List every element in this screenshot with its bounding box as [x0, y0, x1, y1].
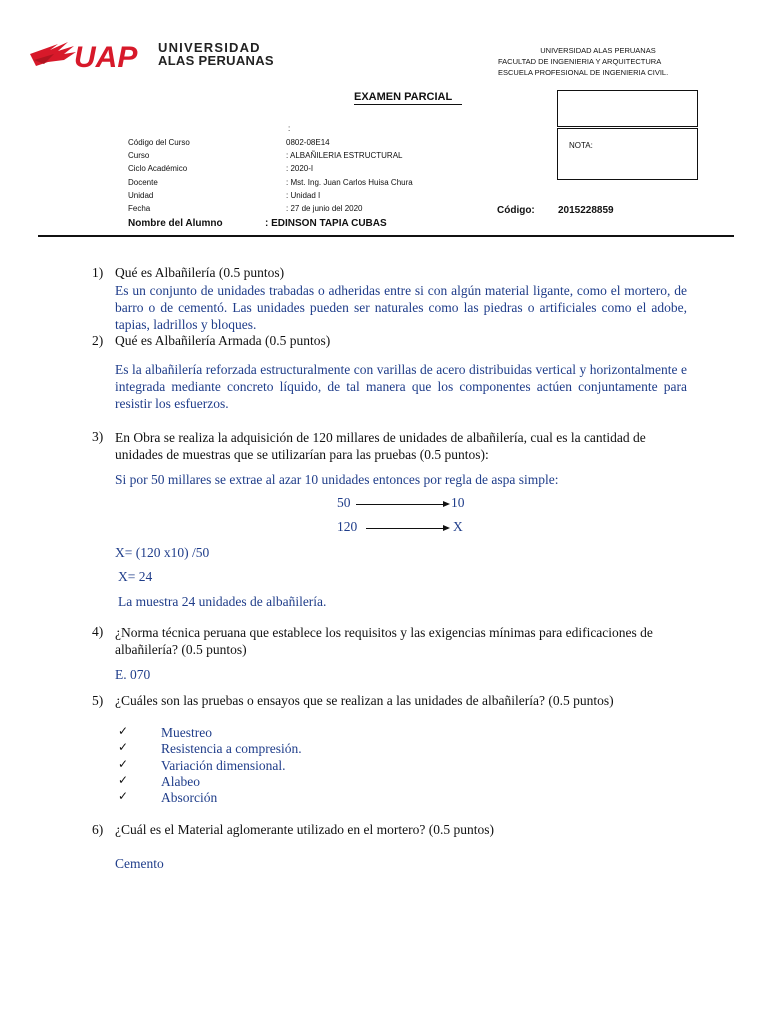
answer-3-intro: Si por 50 millares se extrae al azar 10 unidades entonces por regla de aspa simple: — [115, 472, 559, 487]
test-item: Absorción — [161, 790, 218, 805]
uap-logo — [28, 36, 278, 76]
question-5 — [92, 693, 614, 709]
test-item: Variación dimensional. — [161, 758, 286, 773]
answer-4: E. 070 — [115, 667, 151, 682]
question-1 — [92, 265, 284, 281]
info-label-curso: Curso — [128, 151, 150, 160]
proportion-right-2: X — [453, 519, 463, 534]
question-4-number: 4) — [92, 624, 104, 639]
nota-box — [557, 128, 698, 180]
answer-2: Es la albañilería reforzada estructuralmente con varillas de acero distribuidas vertical y horizontalmente e integrada mediante concreto líquido, de tal manera que los componentes actúen conjuntamente para resistir los esfuerzos. — [115, 362, 687, 411]
info-label-fecha: Fecha — [128, 204, 151, 213]
check-icon: ✓ — [118, 789, 129, 803]
logo-uap-text: UAP — [74, 41, 138, 74]
nota-label: NOTA: — [569, 141, 593, 150]
question-text: ¿Cuáles son las pruebas o ensayos que se realizan a las unidades de albañilería? (0.5 puntos) — [115, 693, 614, 708]
alumno-label: Nombre del Alumno — [128, 218, 223, 229]
info-colon: : — [288, 124, 291, 133]
info-value-docente: : Mst. Ing. Juan Carlos Huisa Chura — [286, 178, 413, 187]
info-value-unidad: : Unidad I — [286, 191, 321, 200]
proportion-left-1: 50 — [337, 495, 351, 510]
codigo-label: Código: — [497, 205, 535, 216]
info-value-codigo-curso: 0802-08E14 — [286, 138, 330, 147]
question-6 — [92, 822, 494, 838]
check-icon: ✓ — [118, 724, 129, 738]
answer-1: Es un conjunto de unidades trabadas o adheridas entre si con algún material ligante, como el mortero, de barro o de cementó. Las unidades pueden ser naturales como las piedras o artificiales como el adobe, tapias, ladrillos y bloques. — [115, 283, 687, 332]
question-text: ¿Cuál es el Material aglomerante utilizado en el mortero? (0.5 puntos) — [115, 822, 494, 837]
test-item: Alabeo — [161, 774, 200, 789]
exam-title: EXAMEN PARCIAL — [354, 91, 462, 105]
info-label-ciclo: Ciclo Académico — [128, 164, 188, 173]
answer-3-conclusion: La muestra 24 unidades de albañilería. — [118, 594, 327, 609]
arrow-icon — [366, 528, 448, 529]
alumno-value: : EDINSON TAPIA CUBAS — [265, 218, 387, 229]
question-number: 1) — [92, 265, 104, 280]
answer-3-result-x: X= 24 — [118, 569, 153, 584]
info-label-codigo-curso: Código del Curso — [128, 138, 190, 147]
codigo-value: 2015228859 — [558, 205, 614, 216]
check-icon: ✓ — [118, 773, 129, 787]
blank-box — [557, 90, 698, 127]
proportion-left-2: 120 — [337, 519, 358, 534]
university-header — [498, 45, 688, 78]
answer-6: Cemento — [115, 856, 164, 871]
question-2 — [92, 333, 330, 349]
proportion-right-1: 10 — [451, 495, 465, 510]
question-text: Qué es Albañilería Armada (0.5 puntos) — [115, 333, 331, 348]
question-number: 2) — [92, 333, 104, 348]
check-icon: ✓ — [118, 740, 129, 754]
uni-line1: UNIVERSIDAD ALAS PERUANAS — [540, 46, 656, 55]
header-divider — [38, 235, 734, 237]
question-number: 6) — [92, 822, 104, 837]
test-item: Resistencia a compresión. — [161, 741, 302, 756]
info-label-unidad: Unidad — [128, 191, 154, 200]
question-number: 5) — [92, 693, 104, 708]
logo-line1: UNIVERSIDAD — [158, 40, 261, 55]
info-value-fecha: : 27 de junio del 2020 — [286, 204, 363, 213]
info-value-ciclo: : 2020-I — [286, 164, 314, 173]
question-3: En Obra se realiza la adquisición de 120 millares de unidades de albañilería, cual es la cantidad de unidades de muestras que se utilizarían para las pruebas (0.5 puntos): — [115, 430, 646, 462]
question-4: ¿Norma técnica peruana que establece los requisitos y las exigencias mínimas para edificaciones de albañilería? (0.5 puntos) — [115, 625, 653, 657]
uni-line2: FACULTAD DE INGENIERIA Y ARQUITECTURA — [498, 57, 662, 66]
wing-icon — [30, 42, 76, 66]
test-item: Muestreo — [161, 725, 212, 740]
answer-3-equation: X= (120 x10) /50 — [115, 545, 210, 560]
question-text: Qué es Albañilería (0.5 puntos) — [115, 265, 285, 280]
info-label-docente: Docente — [128, 178, 158, 187]
arrow-icon — [356, 504, 448, 505]
info-value-curso: : ALBAÑILERIA ESTRUCTURAL — [286, 151, 403, 160]
check-icon: ✓ — [118, 757, 129, 771]
uni-line3: ESCUELA PROFESIONAL DE INGENIERIA CIVIL. — [498, 68, 669, 77]
question-3-number: 3) — [92, 429, 104, 444]
logo-line2: ALAS PERUANAS — [158, 53, 274, 68]
